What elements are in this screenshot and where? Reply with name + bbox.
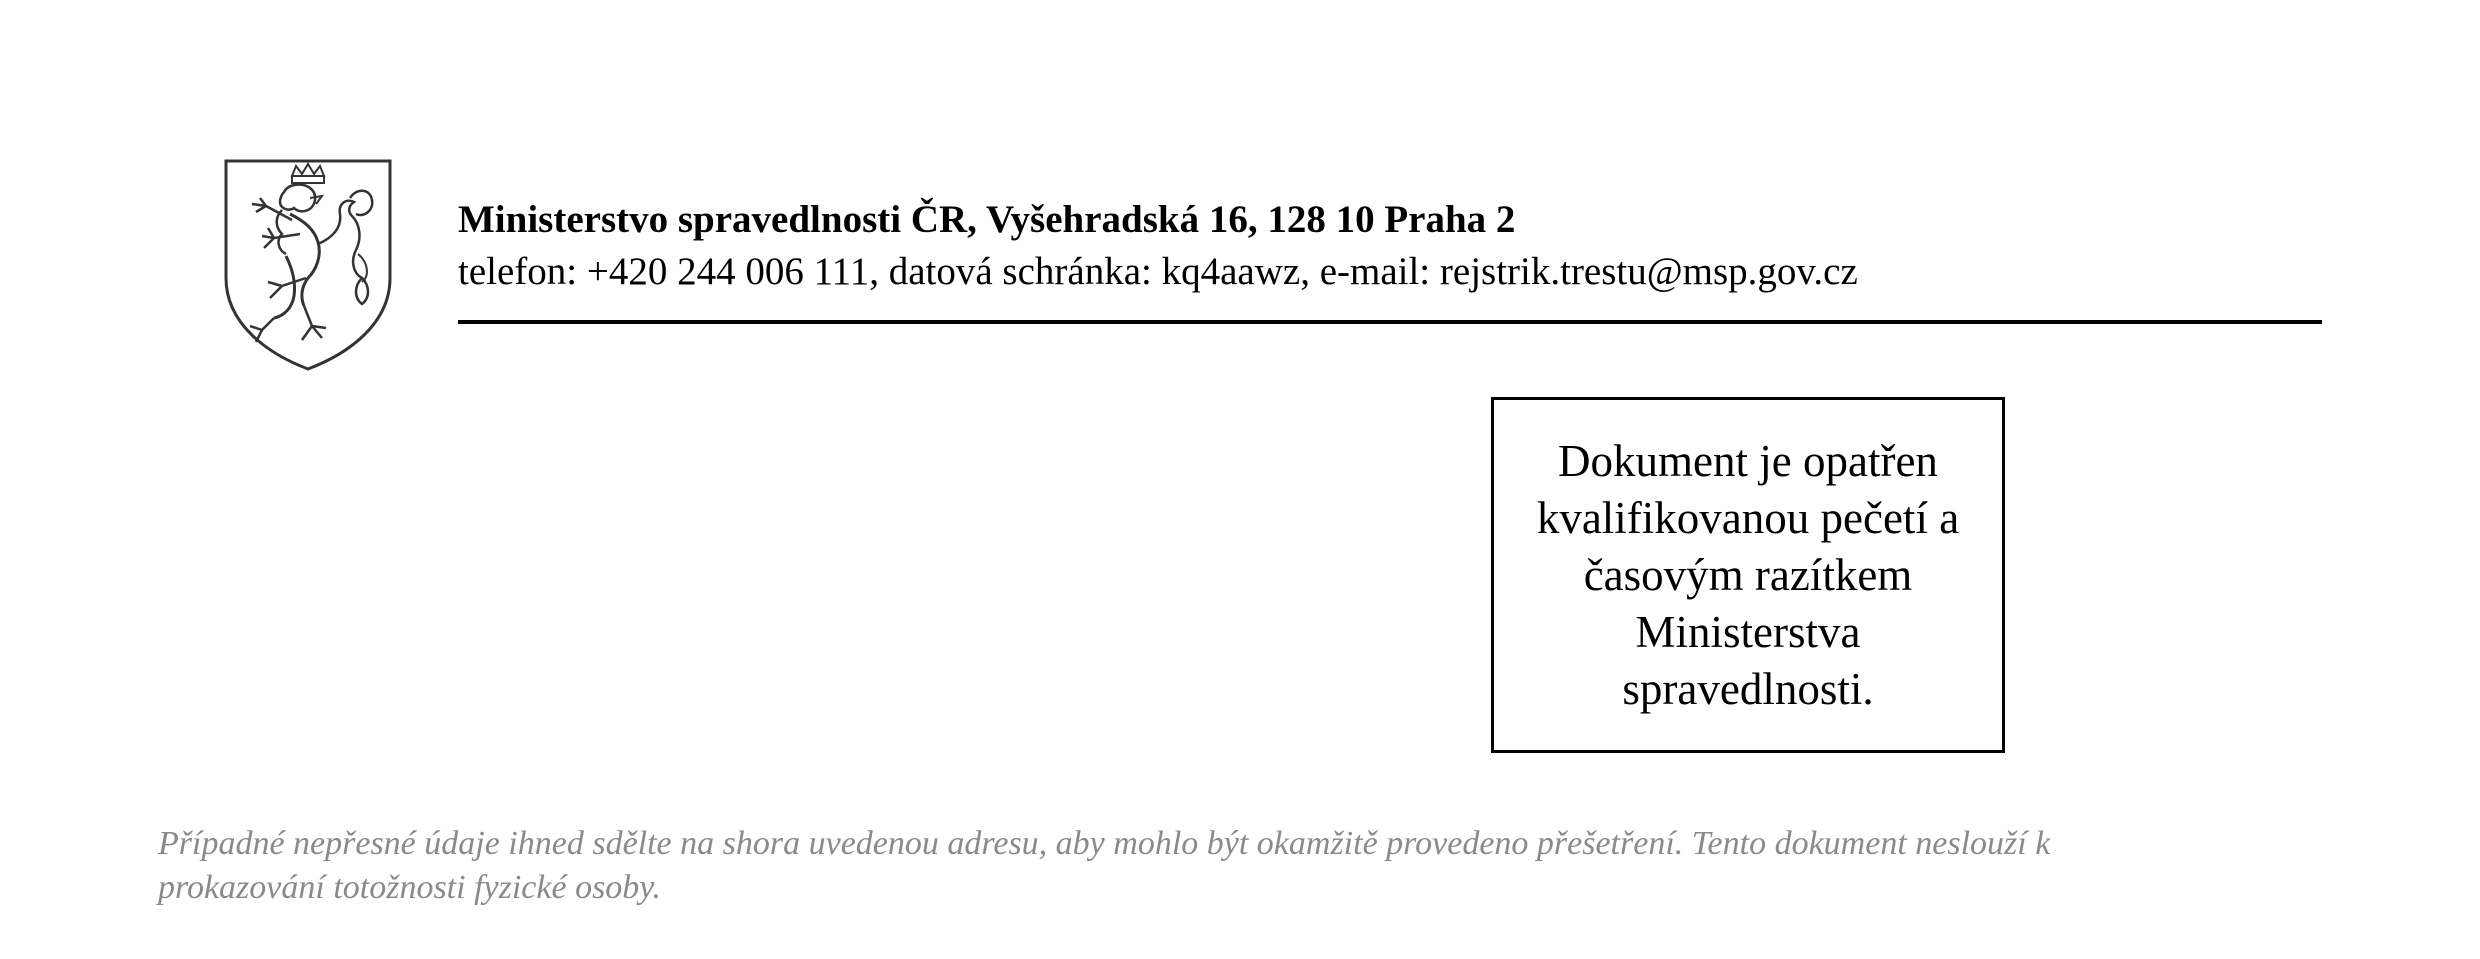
header-divider <box>458 320 2322 324</box>
disclaimer-line: prokazování totožnosti fyzické osoby. <box>158 869 662 906</box>
seal-notice-line: Dokument je opatřen <box>1558 435 1938 486</box>
ministry-address: Ministerstvo spravedlnosti ČR, Vyšehradská 16, 128 10 Praha 2 <box>458 198 1516 241</box>
seal-notice-line: Ministerstva <box>1635 606 1861 657</box>
seal-notice-box <box>1491 397 2005 753</box>
seal-notice-line: časovým razítkem <box>1583 549 1913 600</box>
coat-of-arms-icon <box>222 158 394 372</box>
letterhead <box>458 194 2320 298</box>
seal-notice-line: kvalifikovanou pečetí a <box>1536 492 1960 543</box>
seal-notice-line: spravedlnosti. <box>1622 663 1874 714</box>
disclaimer-note <box>158 822 2358 910</box>
ministry-contact: telefon: +420 244 006 111, datová schránka: kq4aawz, e-mail: rejstrik.trestu@msp.gov.cz <box>458 250 1858 293</box>
disclaimer-line: Případné nepřesné údaje ihned sdělte na shora uvedenou adresu, aby mohlo být okamžitě provedeno přešetření. Tento dokument neslouží k <box>158 825 2051 862</box>
